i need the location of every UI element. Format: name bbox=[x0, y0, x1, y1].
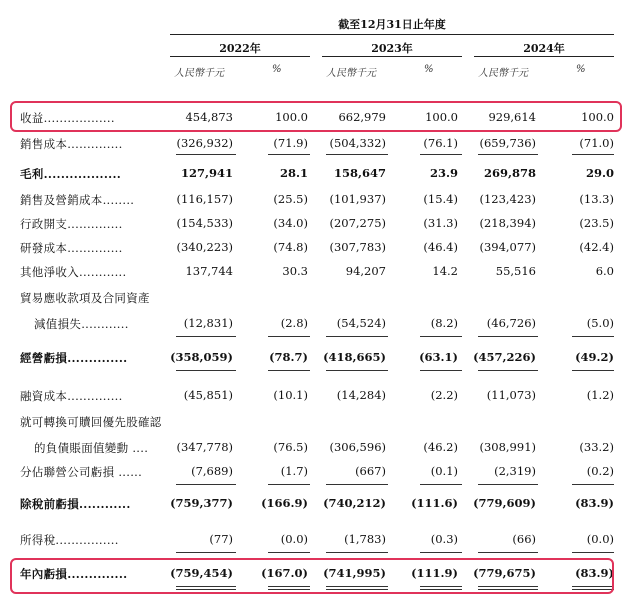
value: (46.4) bbox=[423, 240, 458, 254]
row-label: 貿易應收款項及合同資產 bbox=[20, 291, 150, 305]
value: (1.2) bbox=[586, 388, 614, 402]
value: (13.3) bbox=[579, 192, 614, 206]
value: (418,665) bbox=[323, 350, 386, 364]
unit-label: 人民幣千元 bbox=[326, 68, 376, 79]
value: (63.1) bbox=[419, 350, 458, 364]
row-impairment-line1 bbox=[0, 290, 644, 310]
value: 14.2 bbox=[432, 264, 458, 278]
row-label: 銷售及營銷成本........ bbox=[20, 193, 135, 207]
row-label: 就可轉換可贖回優先股確認 bbox=[20, 415, 162, 429]
value: (83.9) bbox=[575, 496, 614, 510]
value: 28.1 bbox=[279, 166, 308, 180]
value: 929,614 bbox=[488, 110, 536, 124]
value: (154,533) bbox=[176, 216, 233, 230]
value: (74.8) bbox=[273, 240, 308, 254]
underline bbox=[478, 484, 538, 485]
value: (54,524) bbox=[336, 316, 386, 330]
value: (340,223) bbox=[176, 240, 233, 254]
underline bbox=[268, 154, 310, 155]
value: (8.2) bbox=[430, 316, 458, 330]
revenue-highlight-box bbox=[10, 101, 622, 132]
row-label: 經營虧損.............. bbox=[20, 351, 128, 365]
value: (347,778) bbox=[176, 440, 233, 454]
value: (71.9) bbox=[273, 136, 308, 150]
value: (0.1) bbox=[430, 464, 458, 478]
value: 100.0 bbox=[581, 110, 614, 124]
underline bbox=[176, 370, 236, 371]
value: (14,284) bbox=[336, 388, 386, 402]
value: (218,394) bbox=[479, 216, 536, 230]
underline bbox=[268, 552, 310, 553]
value: 94,207 bbox=[345, 264, 386, 278]
value: (326,932) bbox=[176, 136, 233, 150]
value: (45,851) bbox=[183, 388, 233, 402]
row-admin bbox=[0, 216, 644, 236]
underline bbox=[268, 484, 310, 485]
value: (167.0) bbox=[261, 566, 308, 580]
value: 662,979 bbox=[338, 110, 386, 124]
value: (659,736) bbox=[479, 136, 536, 150]
value: (25.5) bbox=[273, 192, 308, 206]
row-label: 銷售成本.............. bbox=[20, 137, 123, 151]
underline bbox=[420, 552, 462, 553]
row-share-of-associates bbox=[0, 464, 644, 484]
value: 269,878 bbox=[483, 166, 536, 180]
value: 158,647 bbox=[333, 166, 386, 180]
value: 30.3 bbox=[282, 264, 308, 278]
underline bbox=[176, 552, 236, 553]
value: (111.6) bbox=[411, 496, 458, 510]
underline bbox=[176, 336, 236, 337]
row-label: 毛利.................. bbox=[20, 167, 122, 181]
value: (667) bbox=[355, 464, 386, 478]
underline bbox=[572, 336, 614, 337]
value: 137,744 bbox=[185, 264, 233, 278]
value: (71.0) bbox=[579, 136, 614, 150]
row-selling bbox=[0, 192, 644, 212]
row-label: 研發成本.............. bbox=[20, 241, 123, 255]
row-operating-loss bbox=[0, 350, 644, 370]
value: (76.5) bbox=[273, 440, 308, 454]
value: (779,675) bbox=[473, 566, 536, 580]
value: (46,726) bbox=[486, 316, 536, 330]
value: (741,995) bbox=[323, 566, 386, 580]
value: (308,991) bbox=[479, 440, 536, 454]
underline bbox=[326, 336, 388, 337]
underline bbox=[326, 484, 388, 485]
pct-label: % bbox=[576, 64, 586, 75]
period-header: 截至12月31日止年度 bbox=[338, 18, 446, 31]
value: (2,319) bbox=[494, 464, 536, 478]
unit-label: 人民幣千元 bbox=[174, 68, 224, 79]
value: (207,275) bbox=[329, 216, 386, 230]
value: 127,941 bbox=[180, 166, 233, 180]
pct-label: % bbox=[272, 64, 282, 75]
value: (23.5) bbox=[579, 216, 614, 230]
value: (116,157) bbox=[176, 192, 233, 206]
row-label: 除稅前虧損............ bbox=[20, 497, 131, 511]
row-label: 年內虧損.............. bbox=[20, 567, 128, 581]
value: (1.7) bbox=[280, 464, 308, 478]
row-cost-of-sales bbox=[0, 136, 644, 156]
value: (358,059) bbox=[170, 350, 233, 364]
pct-label: % bbox=[424, 64, 434, 75]
value: (0.0) bbox=[280, 532, 308, 546]
underline bbox=[420, 154, 462, 155]
row-label: 融資成本.............. bbox=[20, 389, 123, 403]
row-label: 分佔聯營公司虧損 ...... bbox=[20, 465, 143, 479]
value: (111.9) bbox=[411, 566, 458, 580]
value: 55,516 bbox=[495, 264, 536, 278]
underline bbox=[572, 552, 614, 553]
row-convertible bbox=[0, 440, 644, 460]
underline bbox=[572, 484, 614, 485]
value: (49.2) bbox=[575, 350, 614, 364]
row-label: 行政開支.............. bbox=[20, 217, 123, 231]
value: (15.4) bbox=[423, 192, 458, 206]
row-income-tax bbox=[0, 532, 644, 552]
value: (66) bbox=[512, 532, 536, 546]
year-2024: 2024年 bbox=[523, 42, 565, 55]
value: (779,609) bbox=[473, 496, 536, 510]
year-rule-2024 bbox=[474, 56, 614, 57]
value: (46.2) bbox=[423, 440, 458, 454]
value: (457,226) bbox=[473, 350, 536, 364]
value: (740,212) bbox=[323, 496, 386, 510]
value: (0.0) bbox=[586, 532, 614, 546]
row-rnd bbox=[0, 240, 644, 260]
value: (7,689) bbox=[191, 464, 233, 478]
value: (42.4) bbox=[579, 240, 614, 254]
value: 6.0 bbox=[595, 264, 614, 278]
underline bbox=[572, 370, 614, 371]
year-2022: 2022年 bbox=[219, 42, 261, 55]
underline bbox=[326, 154, 388, 155]
value: (33.2) bbox=[579, 440, 614, 454]
row-convertible-line1 bbox=[0, 414, 644, 434]
underline bbox=[420, 370, 462, 371]
value: 29.0 bbox=[585, 166, 614, 180]
value: 454,873 bbox=[185, 110, 233, 124]
row-label: 其他淨收入............ bbox=[20, 265, 127, 279]
value: (759,377) bbox=[170, 496, 233, 510]
value: (2.2) bbox=[430, 388, 458, 402]
underline bbox=[478, 336, 538, 337]
underline bbox=[420, 484, 462, 485]
row-label: 減值損失............ bbox=[34, 317, 129, 331]
value: (5.0) bbox=[586, 316, 614, 330]
row-other-income bbox=[0, 264, 644, 284]
value: (123,423) bbox=[479, 192, 536, 206]
underline bbox=[478, 552, 538, 553]
value: (77) bbox=[209, 532, 233, 546]
row-label: 所得稅................ bbox=[20, 533, 119, 547]
header-rule bbox=[170, 34, 614, 35]
row-gross-profit bbox=[0, 166, 644, 186]
value: (0.3) bbox=[430, 532, 458, 546]
underline bbox=[420, 336, 462, 337]
value: (1,783) bbox=[344, 532, 386, 546]
value: (83.9) bbox=[575, 566, 614, 580]
underline bbox=[176, 484, 236, 485]
underline bbox=[176, 154, 236, 155]
value: (307,783) bbox=[329, 240, 386, 254]
underline bbox=[478, 154, 538, 155]
value: (78.7) bbox=[269, 350, 308, 364]
year-2023: 2023年 bbox=[371, 42, 413, 55]
underline bbox=[326, 370, 388, 371]
year-rule-2023 bbox=[322, 56, 462, 57]
value: (306,596) bbox=[329, 440, 386, 454]
row-label: 收益.................. bbox=[20, 111, 115, 125]
underline bbox=[268, 370, 310, 371]
underline bbox=[478, 370, 538, 371]
value: (12,831) bbox=[183, 316, 233, 330]
row-label: 的負債賬面值變動 .... bbox=[34, 441, 149, 455]
value: 100.0 bbox=[275, 110, 308, 124]
value: (759,454) bbox=[170, 566, 233, 580]
value: (11,073) bbox=[486, 388, 536, 402]
underline bbox=[326, 552, 388, 553]
value: (394,077) bbox=[479, 240, 536, 254]
value: (10.1) bbox=[273, 388, 308, 402]
row-loss-before-tax bbox=[0, 496, 644, 516]
value: (76.1) bbox=[423, 136, 458, 150]
value: (31.3) bbox=[423, 216, 458, 230]
value: 23.9 bbox=[429, 166, 458, 180]
net-loss-highlight-box bbox=[10, 558, 614, 594]
value: (34.0) bbox=[273, 216, 308, 230]
value: (101,937) bbox=[329, 192, 386, 206]
value: (2.8) bbox=[280, 316, 308, 330]
row-impairment bbox=[0, 316, 644, 336]
unit-label: 人民幣千元 bbox=[478, 68, 528, 79]
value: 100.0 bbox=[425, 110, 458, 124]
value: (504,332) bbox=[329, 136, 386, 150]
value: (0.2) bbox=[586, 464, 614, 478]
value: (166.9) bbox=[261, 496, 308, 510]
year-rule-2022 bbox=[170, 56, 310, 57]
row-finance-costs bbox=[0, 388, 644, 408]
underline bbox=[268, 336, 310, 337]
underline bbox=[572, 154, 614, 155]
